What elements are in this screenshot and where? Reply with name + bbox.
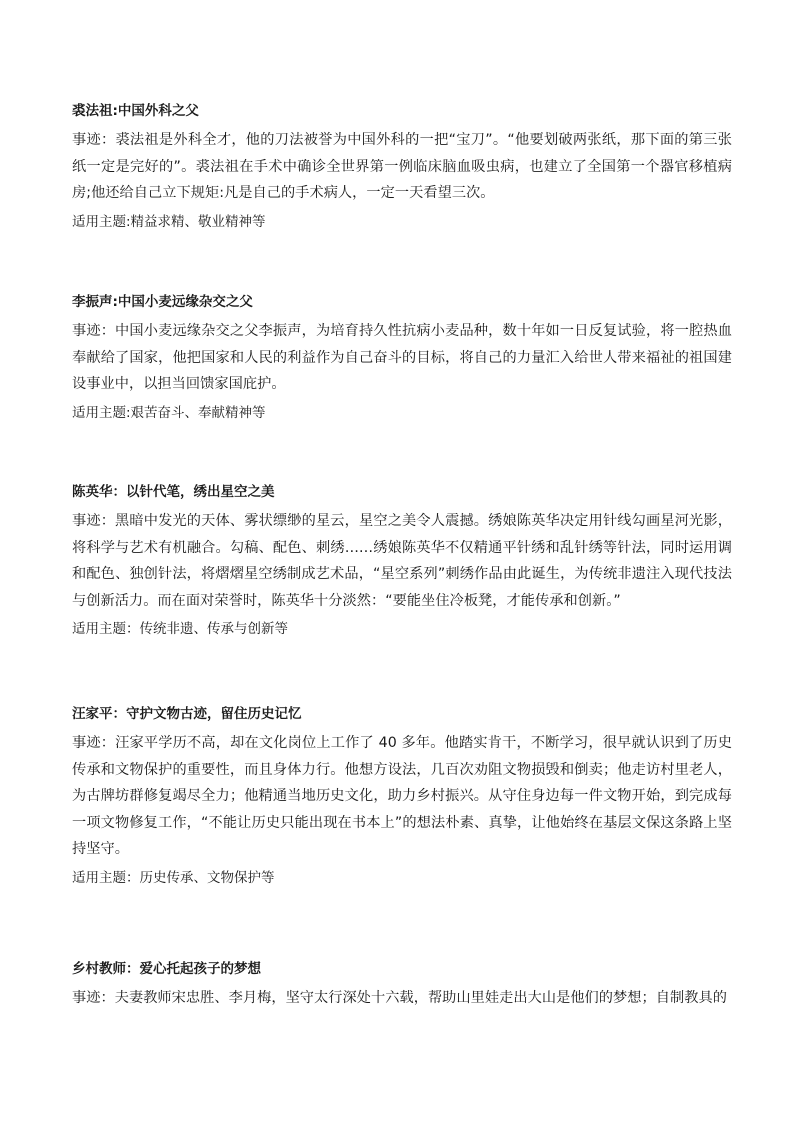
section-body: 事迹：裘法祖是外科全才，他的刀法被誉为中国外科的一把“宝刀”。“他要划破两张纸，那下面的第三张纸一定是完好的”。裘法祖在手术中确诊全世界第一例临床脑血吸虫病，也建立了全国第一个器官移植病房;他还给自己立下规矩:凡是自己的手术病人，一定一天看望三次。 <box>72 132 732 201</box>
section-rural-teacher <box>72 959 732 1012</box>
section-chen-yinghua <box>72 482 732 642</box>
section-topic: 适用主题:精益求精、敬业精神等 <box>72 213 266 230</box>
section-body: 事迹：夫妻教师宋忠胜、李月梅，坚守太行深处十六载，帮助山里娃走出大山是他们的梦想；自制教具的 <box>72 990 727 1006</box>
section-body: 事迹：中国小麦远缘杂交之父李振声，为培育持久性抗病小麦品种，数十年如一日反复试验，将一腔热血奉献给了国家，他把国家和人民的利益作为自己奋斗的目标，将自己的力量汇入给世人带来福祉的祖国建设事业中，以担当回馈家国庇护。 <box>72 323 732 392</box>
section-title: 裘法祖:中国外科之父 <box>72 103 199 119</box>
section-title: 李振声:中国小麦远缘杂交之父 <box>72 294 253 310</box>
section-topic: 适用主题:艰苦奋斗、奉献精神等 <box>72 404 266 421</box>
section-topic: 适用主题：历史传承、文物保护等 <box>72 869 275 886</box>
section-qiu-fazu <box>72 101 732 235</box>
section-title: 乡村教师：爱心托起孩子的梦想 <box>72 961 261 977</box>
section-title: 汪家平：守护文物古迹，留住历史记忆 <box>72 706 302 722</box>
section-body: 事迹：黑暗中发光的天体、雾状缥缈的星云，星空之美令人震撼。绣娘陈英华决定用针线勾画星河光影，将科学与艺术有机融合。勾稿、配色、刺绣……绣娘陈英华不仅精通平针绣和乱针绣等针法，同时运用调和配色、独创针法，将熠熠星空绣制成艺术品，“星空系列”刺绣作品由此诞生，为传统非遗注入现代技法与创新活力。而在面对荣誉时，陈英华十分淡然：“要能坐住冷板凳，才能传承和创新。” <box>72 513 732 609</box>
section-topic: 适用主题：传统非遗、传承与创新等 <box>72 621 288 637</box>
section-title: 陈英华：以针代笔，绣出星空之美 <box>72 484 275 500</box>
section-body: 事迹：汪家平学历不高，却在文化岗位上工作了 40 多年。他踏实肯干，不断学习，很早就认识到了历史传承和文物保护的重要性，而且身体力行。他想方设法，几百次劝阻文物损毁和倒卖；他走访村里老人，为古牌坊群修复竭尽全力；他精通当地历史文化，助力乡村振兴。从守住身边每一件文物开始，到完成每一项文物修复工作，“不能让历史只能出现在书本上”的想法朴素、真挚，让他始终在基层文保这条路上坚持坚守。 <box>72 735 732 857</box>
section-li-zhensheng <box>72 292 732 426</box>
section-wang-jiaping <box>72 704 732 891</box>
